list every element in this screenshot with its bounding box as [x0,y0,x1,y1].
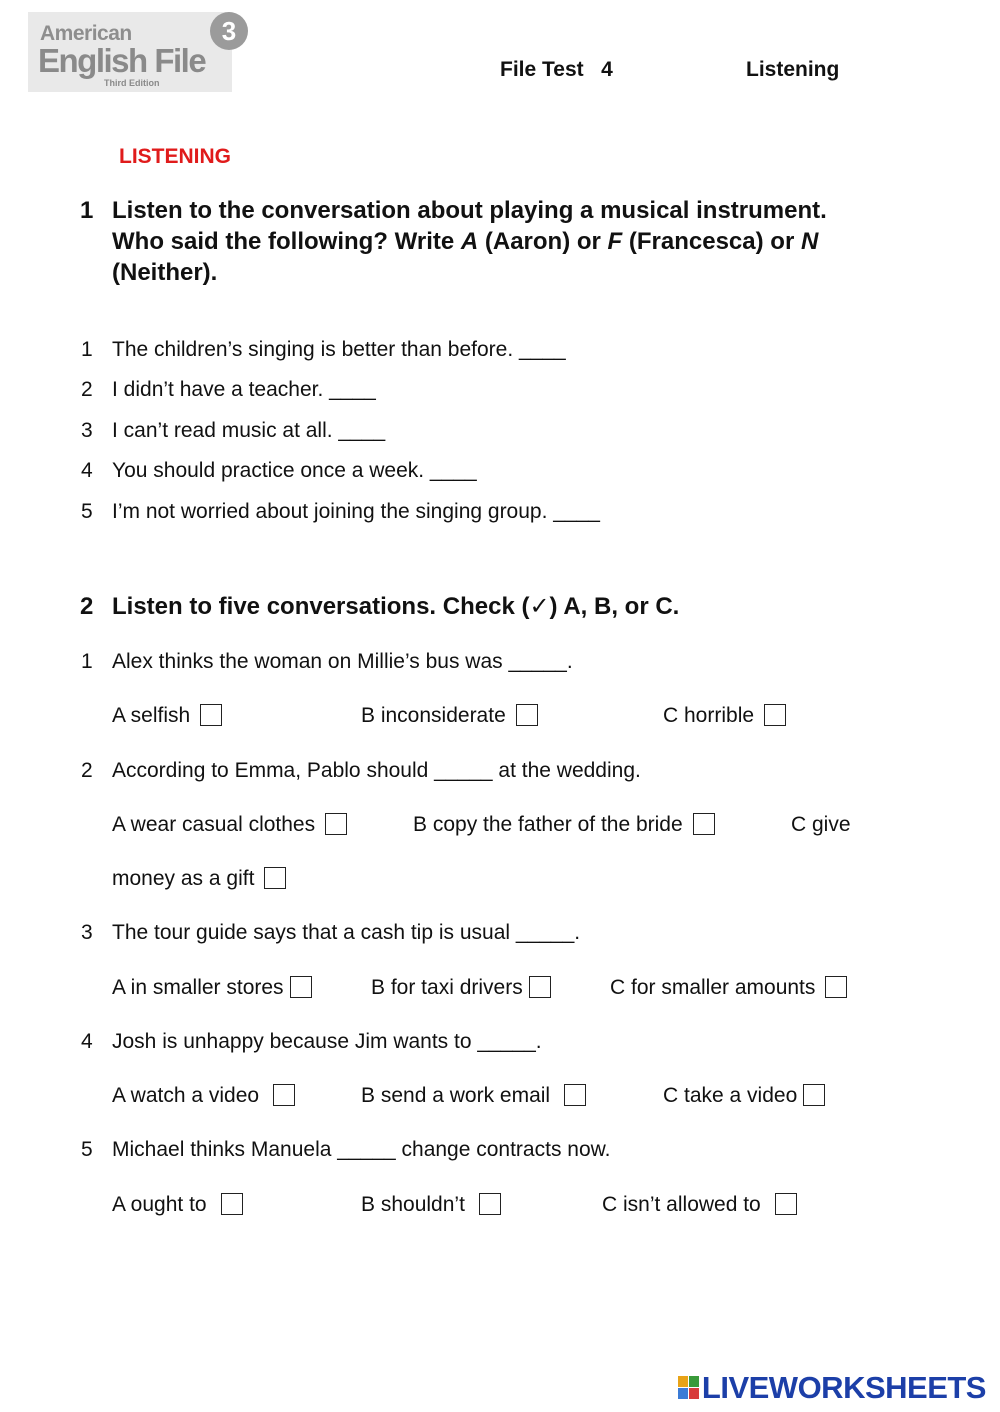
checkbox[interactable] [564,1084,586,1106]
option-c [791,813,851,837]
exercise2-number: 2 [80,593,94,620]
exercise1-line1: Listen to the conversation about playing a musical instrument. [112,197,827,224]
item-text: Alex thinks the woman on Millie’s bus was _____. [112,650,573,673]
checkbox[interactable] [803,1084,825,1106]
logo-line2: English File [38,42,206,79]
option-c [663,1084,825,1108]
item-text[interactable]: I’m not worried about joining the singing group. ____ [112,500,600,523]
item-number: 5 [81,500,93,523]
logo [28,12,232,92]
exercise1-instruction [112,195,932,288]
checkbox[interactable] [693,813,715,835]
item-number: 5 [81,1138,93,1161]
item-number: 3 [81,921,93,944]
option-label: A watch a video [112,1084,260,1107]
option-label: A selfish [112,704,191,727]
option-b [361,704,538,728]
brand-name: LIVEWORKSHEETS [701,1370,986,1405]
option-a [112,704,222,728]
option-a [112,1193,243,1217]
checkbox[interactable] [529,976,551,998]
logo-line1: American [40,22,132,45]
option-c-continued [112,867,286,891]
option-a [112,1084,295,1108]
item-number: 2 [81,759,93,782]
exercise1-line2 [112,226,932,257]
item-text[interactable]: I can’t read music at all. ____ [112,419,386,442]
checkbox[interactable] [200,704,222,726]
checkbox[interactable] [273,1084,295,1106]
option-label: C for smaller amounts [610,976,816,999]
option-label: money as a gift [112,867,255,890]
ex1-l2c: (Francesca) or [622,228,801,255]
section-title: LISTENING [119,145,232,168]
ex1-l2b: (Aaron) or [478,228,608,255]
exercise1-line3: (Neither). [112,259,218,286]
option-a [112,976,312,1000]
item-number: 1 [81,650,93,673]
option-label: B copy the father of the bride [413,813,683,836]
option-label: A wear casual clothes [112,813,316,836]
item-number: 2 [81,378,93,401]
option-label: C take a video [663,1084,798,1107]
checkbox[interactable] [264,867,286,889]
option-label: B for taxi drivers [371,976,523,999]
item-text: Michael thinks Manuela _____ change contracts now. [112,1138,611,1161]
item-text: The tour guide says that a cash tip is usual _____. [112,921,581,944]
checkbox[interactable] [516,704,538,726]
liveworksheets-logo-icon [678,1376,700,1400]
item-text: According to Emma, Pablo should _____ at the wedding. [112,759,641,782]
ex1-letter-n: N [800,228,819,255]
option-label: B shouldn’t [361,1193,465,1216]
option-a [112,813,347,837]
checkbox[interactable] [764,704,786,726]
logo-edition: Third Edition [104,78,160,88]
option-label: B inconsiderate [361,704,506,727]
option-c [663,704,786,728]
option-label: B send a work email [361,1084,551,1107]
footer-brand [678,1370,986,1406]
item-number: 4 [81,1030,93,1053]
option-label: A in smaller stores [112,976,284,999]
ex1-l2a: Who said the following? Write [112,228,461,255]
exercise1-number: 1 [80,197,94,224]
option-label: C horrible [663,704,755,727]
header-file-test: File Test 4 [500,58,613,81]
option-b [361,1193,501,1217]
ex1-letter-a: A [460,228,479,255]
option-b [413,813,715,837]
item-text: Josh is unhappy because Jim wants to _____. [112,1030,542,1053]
checkbox[interactable] [775,1193,797,1215]
checkbox[interactable] [825,976,847,998]
option-c [610,976,847,1000]
item-number: 4 [81,459,93,482]
option-c [602,1193,797,1217]
option-label: C give [791,813,851,836]
option-b [371,976,551,1000]
ex1-letter-f: F [607,228,623,255]
logo-badge: 3 [210,12,248,50]
exercise2-instruction: Listen to five conversations. Check (✓) A, B, or C. [112,593,680,620]
option-label: A ought to [112,1193,207,1216]
header-type: Listening [746,58,840,81]
item-text[interactable]: You should practice once a week. ____ [112,459,477,482]
item-number: 1 [81,338,93,361]
option-label: C isn’t allowed to [602,1193,761,1216]
checkbox[interactable] [221,1193,243,1215]
item-number: 3 [81,419,93,442]
item-text[interactable]: I didn’t have a teacher. ____ [112,378,376,401]
item-text[interactable]: The children’s singing is better than before. ____ [112,338,566,361]
checkbox[interactable] [479,1193,501,1215]
checkbox[interactable] [325,813,347,835]
checkbox[interactable] [290,976,312,998]
option-b [361,1084,586,1108]
